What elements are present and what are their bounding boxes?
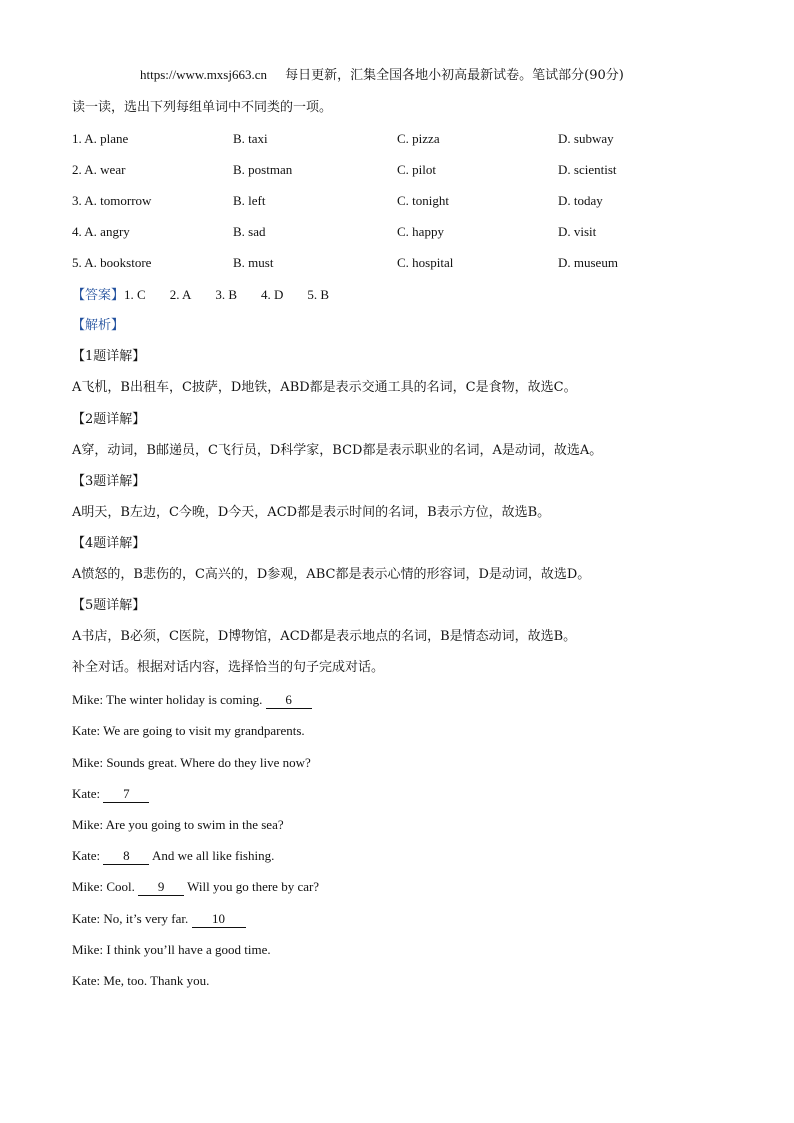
dialogue-line xyxy=(72,754,311,772)
option-b: B. postman xyxy=(233,162,293,177)
answer-item: 5. B xyxy=(307,287,330,302)
blank-6: 6 xyxy=(266,692,312,709)
detail-text: A书店，B必须，C医院，D博物馆，ACD都是表示地点的名词，B是情态动词，故选B。 xyxy=(72,629,577,644)
line-text: I think you’ll have a good time. xyxy=(106,942,271,957)
dialogue-line xyxy=(72,722,305,740)
detail-text: A明天，B左边，C今晚，D今天，ACD都是表示时间的名词，B表示方位，故选B。 xyxy=(72,505,551,520)
analysis-label: 【解析】 xyxy=(72,318,125,333)
line-text: No, it’s very far. xyxy=(103,911,189,926)
dialogue-line xyxy=(72,910,246,928)
detail-title: 【1题详解】 xyxy=(72,349,146,364)
speaker: Mike: xyxy=(72,692,104,707)
answer-item: 3. B xyxy=(215,287,238,302)
option-b: B. must xyxy=(233,255,274,270)
speaker: Kate: xyxy=(72,911,101,926)
dialogue-line xyxy=(72,878,319,896)
answer-label: 【答案】 xyxy=(72,288,125,303)
option-d: D. visit xyxy=(558,224,597,239)
page-header xyxy=(140,66,624,85)
line-text: Cool. xyxy=(106,879,135,894)
answer-item: 1. C xyxy=(124,287,146,302)
answer-item: 2. A xyxy=(169,287,192,302)
header-tagline: 每日更新，汇集全国各地小初高最新试卷。笔试部分(90分) xyxy=(285,68,624,83)
option-a: 4. A. angry xyxy=(72,224,130,239)
option-b: B. sad xyxy=(233,224,266,239)
line-text-after: And we all like fishing. xyxy=(151,848,275,863)
question-row xyxy=(72,254,732,272)
option-d: D. today xyxy=(558,193,603,208)
line-text: The winter holiday is coming. xyxy=(106,692,263,707)
blank-7: 7 xyxy=(103,786,149,803)
answer-item: 4. D xyxy=(261,287,284,302)
option-b: B. left xyxy=(233,193,266,208)
option-c: C. pilot xyxy=(397,162,437,177)
question-row xyxy=(72,130,732,148)
blank-9: 9 xyxy=(138,879,184,896)
detail-text: A穿，动词，B邮递员，C飞行员，D科学家，BCD都是表示职业的名词，A是动词，故选A。 xyxy=(72,443,603,458)
dialogue-line xyxy=(72,941,271,959)
speaker: Kate: xyxy=(72,786,101,801)
dialogue-line xyxy=(72,691,312,709)
section1-instruction: 读一读，选出下列每组单词中不同类的一项。 xyxy=(72,100,333,115)
speaker: Mike: xyxy=(72,817,104,832)
answer-line xyxy=(72,286,353,305)
option-b: B. taxi xyxy=(233,131,268,146)
line-text: We are going to visit my grandparents. xyxy=(103,723,305,738)
speaker: Mike: xyxy=(72,879,104,894)
question-row xyxy=(72,192,732,210)
detail-title: 【5题详解】 xyxy=(72,598,146,613)
option-c: C. tonight xyxy=(397,193,450,208)
line-text: Me, too. Thank you. xyxy=(103,973,210,988)
detail-text: A飞机，B出租车，C披萨，D地铁，ABD都是表示交通工具的名词，C是食物，故选C。 xyxy=(72,380,577,395)
detail-title: 【3题详解】 xyxy=(72,474,146,489)
question-row xyxy=(72,161,732,179)
dialogue-line xyxy=(72,972,209,990)
speaker: Kate: xyxy=(72,723,101,738)
option-d: D. subway xyxy=(558,131,614,146)
detail-title: 【4题详解】 xyxy=(72,536,146,551)
option-d: D. scientist xyxy=(558,162,617,177)
detail-title: 【2题详解】 xyxy=(72,412,146,427)
section2-instruction: 补全对话。根据对话内容，选择恰当的句子完成对话。 xyxy=(72,660,385,675)
speaker: Mike: xyxy=(72,755,104,770)
option-c: C. happy xyxy=(397,224,444,239)
option-a: 1. A. plane xyxy=(72,131,129,146)
dialogue-line xyxy=(72,816,284,834)
option-a: 2. A. wear xyxy=(72,162,126,177)
option-c: C. hospital xyxy=(397,255,454,270)
speaker: Kate: xyxy=(72,848,101,863)
speaker: Mike: xyxy=(72,942,104,957)
question-row xyxy=(72,223,732,241)
dialogue-line xyxy=(72,785,149,803)
line-text-after: Will you go there by car? xyxy=(187,879,320,894)
line-text: Sounds great. Where do they live now? xyxy=(106,755,311,770)
line-text: Are you going to swim in the sea? xyxy=(105,817,284,832)
dialogue-line xyxy=(72,847,274,865)
detail-text: A愤怒的，B悲伤的，C高兴的，D参观，ABC都是表示心情的形容词，D是动词，故选D。 xyxy=(72,567,591,582)
option-a: 5. A. bookstore xyxy=(72,255,152,270)
option-c: C. pizza xyxy=(397,131,440,146)
blank-8: 8 xyxy=(103,848,149,865)
speaker: Kate: xyxy=(72,973,101,988)
option-d: D. museum xyxy=(558,255,618,270)
option-a: 3. A. tomorrow xyxy=(72,193,152,208)
header-url: https://www.mxsj663.cn xyxy=(140,67,267,82)
blank-10: 10 xyxy=(192,911,246,928)
